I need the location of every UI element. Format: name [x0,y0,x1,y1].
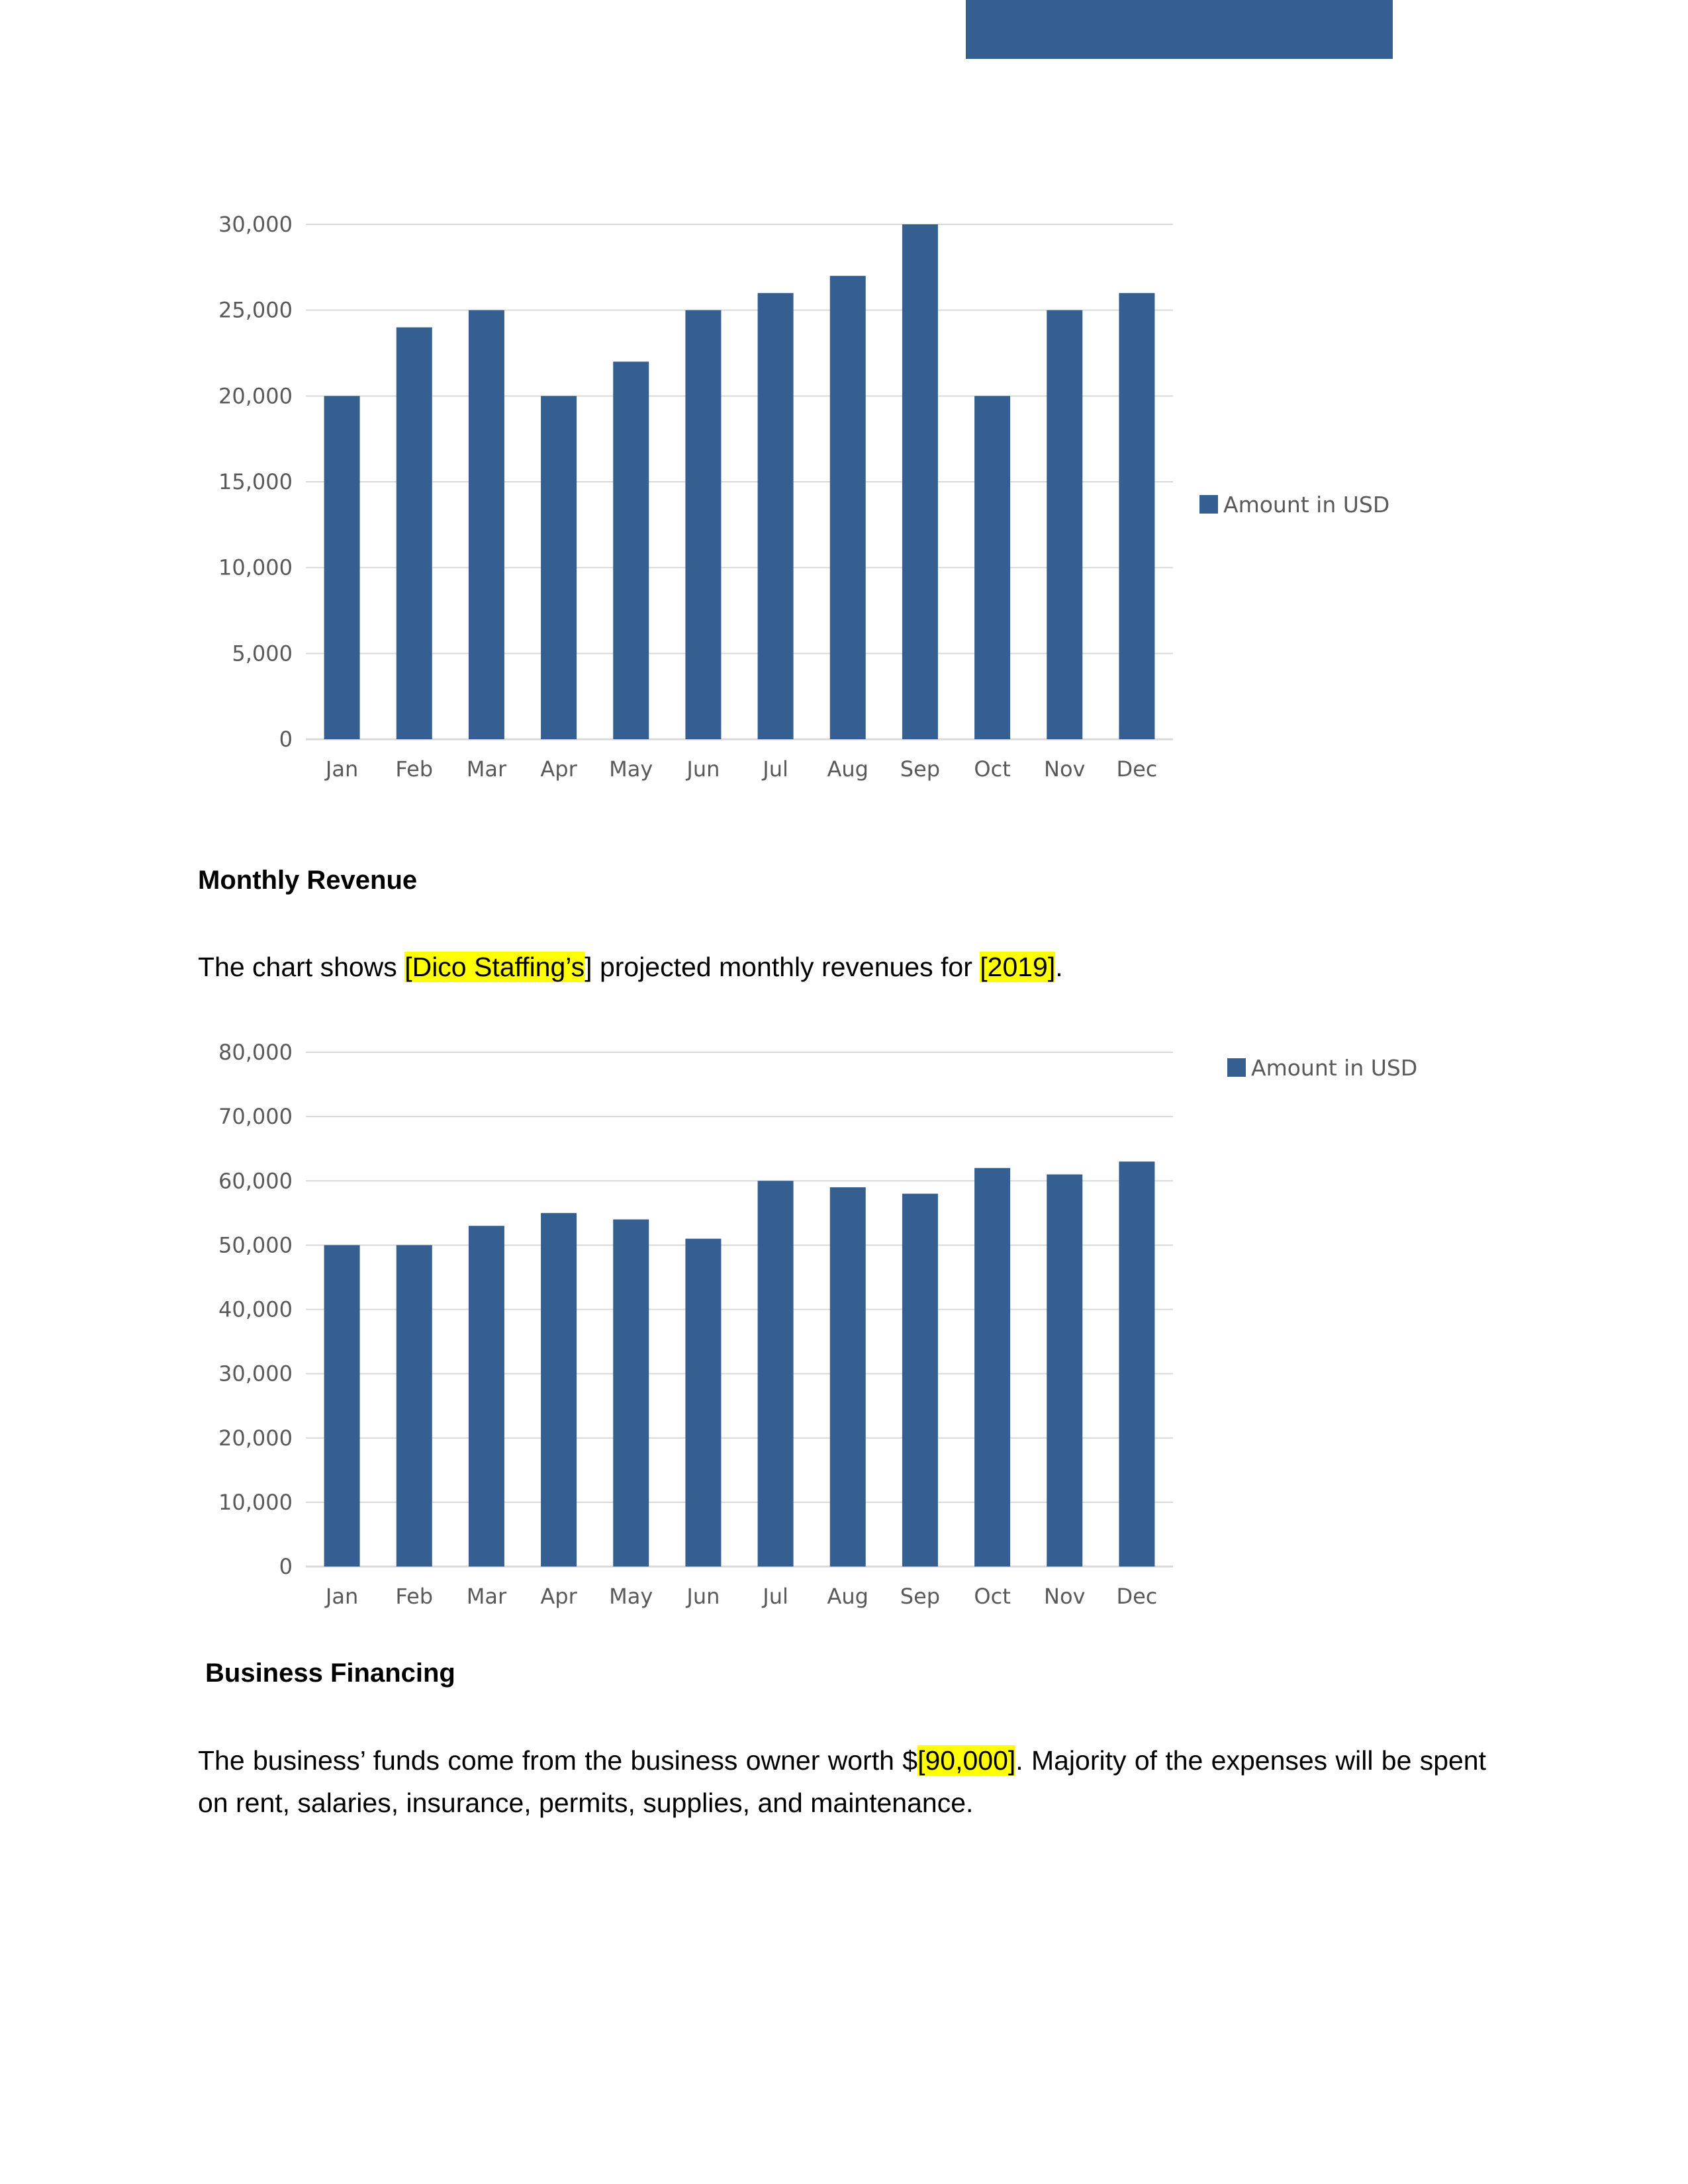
bar-nov [1047,310,1082,739]
legend-swatch [1199,495,1218,514]
y-tick-label: 5,000 [232,641,293,666]
legend-label: Amount in USD [1251,1055,1418,1081]
legend-label: Amount in USD [1223,492,1390,518]
bar-jan [324,396,360,739]
bar-feb [397,328,432,739]
y-tick-label: 60,000 [218,1168,293,1194]
bar-apr [541,396,577,739]
section-heading-business-financing: Business Financing [205,1659,455,1688]
y-tick-label: 25,000 [218,297,293,323]
revenue-bar-chart [0,1019,1688,1641]
x-category-label: Feb [395,756,434,782]
y-tick-label: 80,000 [218,1040,293,1065]
revenue-text-post: . [1055,952,1063,982]
revenue-text-mid: ] projected monthly revenues for [585,952,980,982]
legend-swatch [1227,1058,1246,1077]
y-tick-label: 20,000 [218,1425,293,1451]
revenue-description [198,946,1489,988]
x-category-label: Jan [325,1584,359,1609]
x-category-label: Sep [900,756,941,782]
bar-dec [1119,293,1154,739]
x-category-label: Aug [827,1584,868,1609]
bar-mar [469,310,504,739]
financing-description [198,1739,1486,1824]
bar-sep [902,1194,938,1567]
x-category-label: Apr [540,756,577,782]
section-heading-monthly-revenue: Monthly Revenue [198,866,418,895]
bar-oct [974,396,1010,739]
x-category-label: Oct [974,756,1011,782]
bar-oct [974,1168,1010,1567]
y-tick-label: 40,000 [218,1297,293,1322]
bar-dec [1119,1161,1154,1567]
bar-apr [541,1213,577,1567]
x-category-label: Mar [466,1584,507,1609]
y-tick-label: 30,000 [218,1361,293,1387]
bar-aug [830,276,866,739]
y-tick-label: 50,000 [218,1232,293,1258]
y-tick-label: 70,000 [218,1104,293,1130]
expenses-chart-svg [0,185,1688,814]
x-category-label: Jul [763,1584,788,1609]
company-name-highlight: [Dico Staffing’s [404,952,585,982]
x-category-label: Feb [395,1584,434,1609]
y-tick-label: 15,000 [218,469,293,494]
bar-may [613,361,649,739]
x-category-label: Mar [466,756,507,782]
bar-jun [685,1239,721,1567]
year-highlight: [2019] [980,952,1056,982]
x-category-label: Jan [325,756,359,782]
bar-sep [902,224,938,739]
x-category-label: Apr [540,1584,577,1609]
bar-nov [1047,1175,1082,1567]
y-tick-label: 30,000 [218,212,293,237]
x-category-label: Dec [1116,756,1158,782]
header-color-bar [966,0,1393,59]
x-category-label: Oct [974,1584,1011,1609]
revenue-chart-svg [0,1019,1688,1641]
x-category-label: Aug [827,756,868,782]
bar-aug [830,1187,866,1567]
expenses-bar-chart [0,185,1688,814]
financing-text-post: . Majority of the expenses will be spent on rent, salaries, insurance, permits, supplies, and maintenance. [198,1745,1486,1818]
bar-mar [469,1226,504,1567]
bar-feb [397,1245,432,1567]
y-tick-label: 0 [279,1554,293,1579]
x-category-label: Jun [686,756,720,782]
x-category-label: Sep [900,1584,941,1609]
x-category-label: Dec [1116,1584,1158,1609]
revenue-text-pre: The chart shows [198,952,405,982]
y-tick-label: 10,000 [218,555,293,580]
y-tick-label: 0 [279,727,293,752]
x-category-label: Nov [1044,756,1086,782]
bar-jul [758,1181,794,1567]
x-category-label: Jul [763,756,788,782]
y-tick-label: 20,000 [218,383,293,409]
financing-text-pre: The business’ funds come from the business owner worth $ [198,1745,918,1776]
x-category-label: Nov [1044,1584,1086,1609]
y-tick-label: 10,000 [218,1489,293,1515]
bar-jun [685,310,721,739]
bar-may [613,1220,649,1567]
x-category-label: Jun [686,1584,720,1609]
x-category-label: May [609,1584,653,1609]
bar-jan [324,1245,360,1567]
funding-amount-highlight: [90,000] [917,1745,1016,1776]
x-category-label: May [609,756,653,782]
bar-jul [758,293,794,739]
